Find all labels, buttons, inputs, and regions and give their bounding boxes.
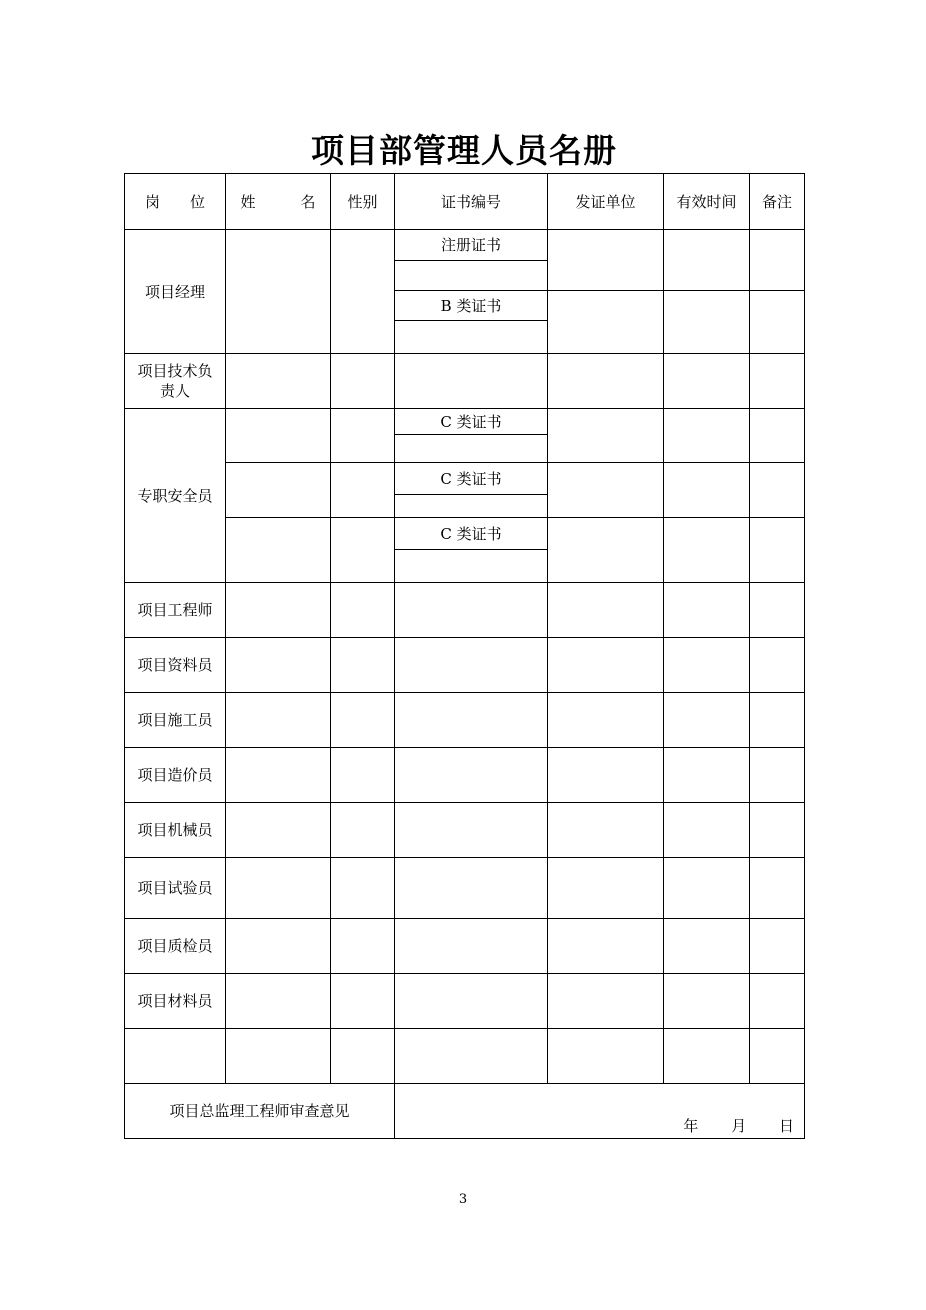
name-cell[interactable]: [226, 919, 331, 974]
validity-cell[interactable]: [664, 919, 750, 974]
table-row: [125, 693, 805, 748]
validity-cell[interactable]: [664, 518, 750, 583]
issuer-cell[interactable]: [548, 1029, 664, 1084]
cert-number-cell[interactable]: [395, 495, 548, 518]
cert-number-cell[interactable]: [395, 803, 548, 858]
issuer-cell[interactable]: [548, 291, 664, 354]
cert-label-c: C 类证书: [395, 518, 548, 550]
header-validity: 有效时间: [664, 174, 750, 230]
gender-cell[interactable]: [331, 858, 395, 919]
remarks-cell[interactable]: [750, 354, 805, 409]
remarks-cell[interactable]: [750, 803, 805, 858]
label-tech-lead: [125, 354, 226, 409]
gender-cell[interactable]: [331, 803, 395, 858]
validity-cell[interactable]: [664, 858, 750, 919]
validity-cell[interactable]: [664, 974, 750, 1029]
label-engineer: 项目工程师: [125, 583, 226, 638]
remarks-cell[interactable]: [750, 638, 805, 693]
table-row: [125, 409, 805, 435]
label-safety-officer: 专职安全员: [125, 409, 226, 583]
review-opinion-cell[interactable]: [395, 1084, 805, 1139]
review-date: [655, 1116, 794, 1136]
gender-cell[interactable]: [331, 974, 395, 1029]
cert-label-b: B 类证书: [395, 291, 548, 321]
table-row: [125, 1029, 805, 1084]
gender-cell[interactable]: [331, 409, 395, 463]
review-year: 年: [683, 1117, 699, 1135]
table-row: [125, 583, 805, 638]
gender-cell[interactable]: [331, 748, 395, 803]
cert-number-cell[interactable]: [395, 261, 548, 291]
issuer-cell[interactable]: [548, 583, 664, 638]
review-row: [125, 1084, 805, 1139]
cert-number-cell[interactable]: [395, 858, 548, 919]
cert-number-cell[interactable]: [395, 1029, 548, 1084]
review-label: 项目总监理工程师审查意见: [125, 1084, 395, 1139]
personnel-roster-table: [124, 173, 805, 1139]
table-row: [125, 638, 805, 693]
issuer-cell[interactable]: [548, 803, 664, 858]
validity-cell[interactable]: [664, 354, 750, 409]
label-document-clerk: 项目资料员: [125, 638, 226, 693]
page-title: 项目部管理人员名册: [311, 131, 617, 170]
cert-label-c: C 类证书: [395, 409, 548, 435]
gender-cell[interactable]: [331, 638, 395, 693]
remarks-cell[interactable]: [750, 748, 805, 803]
label-materials-officer: 项目材料员: [125, 974, 226, 1029]
cert-label-registered: 注册证书: [395, 230, 548, 261]
remarks-cell[interactable]: [750, 693, 805, 748]
table-row: [125, 974, 805, 1029]
validity-cell[interactable]: [664, 230, 750, 291]
issuer-cell[interactable]: [548, 354, 664, 409]
name-cell[interactable]: [226, 518, 331, 583]
table-row: [125, 354, 805, 409]
name-cell[interactable]: [226, 803, 331, 858]
header-remarks: 备注: [750, 174, 805, 230]
gender-cell[interactable]: [331, 354, 395, 409]
table-row: [125, 230, 805, 261]
cert-label-c: C 类证书: [395, 463, 548, 495]
table-row: [125, 518, 805, 550]
gender-cell[interactable]: [331, 518, 395, 583]
validity-cell[interactable]: [664, 638, 750, 693]
label-tester: 项目试验员: [125, 858, 226, 919]
label-cost-estimator: 项目造价员: [125, 748, 226, 803]
header-cert-no: 证书编号: [395, 174, 548, 230]
gender-cell[interactable]: [331, 1029, 395, 1084]
gender-cell[interactable]: [331, 693, 395, 748]
name-cell[interactable]: [226, 1029, 331, 1084]
page-number: 3: [458, 1192, 468, 1207]
remarks-cell[interactable]: [750, 858, 805, 919]
issuer-cell[interactable]: [548, 974, 664, 1029]
issuer-cell[interactable]: [548, 409, 664, 463]
issuer-cell[interactable]: [548, 858, 664, 919]
cert-number-cell[interactable]: [395, 919, 548, 974]
table-row: [125, 748, 805, 803]
table-row: [125, 803, 805, 858]
name-cell[interactable]: [226, 693, 331, 748]
name-cell[interactable]: [226, 748, 331, 803]
name-cell[interactable]: [226, 858, 331, 919]
review-month: 月: [731, 1117, 747, 1135]
name-cell[interactable]: [226, 974, 331, 1029]
header-row: [125, 174, 805, 230]
gender-cell[interactable]: [331, 919, 395, 974]
validity-cell[interactable]: [664, 748, 750, 803]
label-quality-inspector: 项目质检员: [125, 919, 226, 974]
gender-cell[interactable]: [331, 230, 395, 354]
issuer-cell[interactable]: [548, 638, 664, 693]
header-issuer: 发证单位: [548, 174, 664, 230]
name-cell[interactable]: [226, 463, 331, 518]
label-construction-worker: 项目施工员: [125, 693, 226, 748]
validity-cell[interactable]: [664, 803, 750, 858]
issuer-cell[interactable]: [548, 919, 664, 974]
validity-cell[interactable]: [664, 583, 750, 638]
issuer-cell[interactable]: [548, 518, 664, 583]
name-cell[interactable]: [226, 638, 331, 693]
cert-number-cell[interactable]: [395, 550, 548, 583]
validity-cell[interactable]: [664, 1029, 750, 1084]
header-position: 岗 位: [125, 174, 226, 230]
header-gender: 性别: [331, 174, 395, 230]
review-day: 日: [778, 1117, 794, 1135]
remarks-cell[interactable]: [750, 291, 805, 354]
gender-cell[interactable]: [331, 583, 395, 638]
cert-number-cell[interactable]: [395, 748, 548, 803]
label-machinery-officer: 项目机械员: [125, 803, 226, 858]
issuer-cell[interactable]: [548, 748, 664, 803]
remarks-cell[interactable]: [750, 230, 805, 291]
cert-number-cell[interactable]: [395, 435, 548, 463]
remarks-cell[interactable]: [750, 1029, 805, 1084]
table-row: [125, 463, 805, 495]
validity-cell[interactable]: [664, 693, 750, 748]
remarks-cell[interactable]: [750, 463, 805, 518]
name-cell[interactable]: [226, 409, 331, 463]
remarks-cell[interactable]: [750, 518, 805, 583]
issuer-cell[interactable]: [548, 693, 664, 748]
name-cell[interactable]: [226, 230, 331, 354]
validity-cell[interactable]: [664, 463, 750, 518]
cert-number-cell[interactable]: [395, 693, 548, 748]
label-tech-lead-text: 项目技术负责人: [137, 362, 213, 400]
issuer-cell[interactable]: [548, 463, 664, 518]
cert-number-cell[interactable]: [395, 354, 548, 409]
label-empty[interactable]: [125, 1029, 226, 1084]
header-name: 姓 名: [226, 174, 331, 230]
gender-cell[interactable]: [331, 463, 395, 518]
label-project-manager: 项目经理: [125, 230, 226, 354]
cert-number-cell[interactable]: [395, 974, 548, 1029]
cert-number-cell[interactable]: [395, 638, 548, 693]
remarks-cell[interactable]: [750, 919, 805, 974]
remarks-cell[interactable]: [750, 409, 805, 463]
validity-cell[interactable]: [664, 409, 750, 463]
validity-cell[interactable]: [664, 291, 750, 354]
table-row: [125, 919, 805, 974]
issuer-cell[interactable]: [548, 230, 664, 291]
remarks-cell[interactable]: [750, 974, 805, 1029]
table-row: [125, 858, 805, 919]
name-cell[interactable]: [226, 583, 331, 638]
remarks-cell[interactable]: [750, 583, 805, 638]
name-cell[interactable]: [226, 354, 331, 409]
cert-number-cell[interactable]: [395, 321, 548, 354]
cert-number-cell[interactable]: [395, 583, 548, 638]
